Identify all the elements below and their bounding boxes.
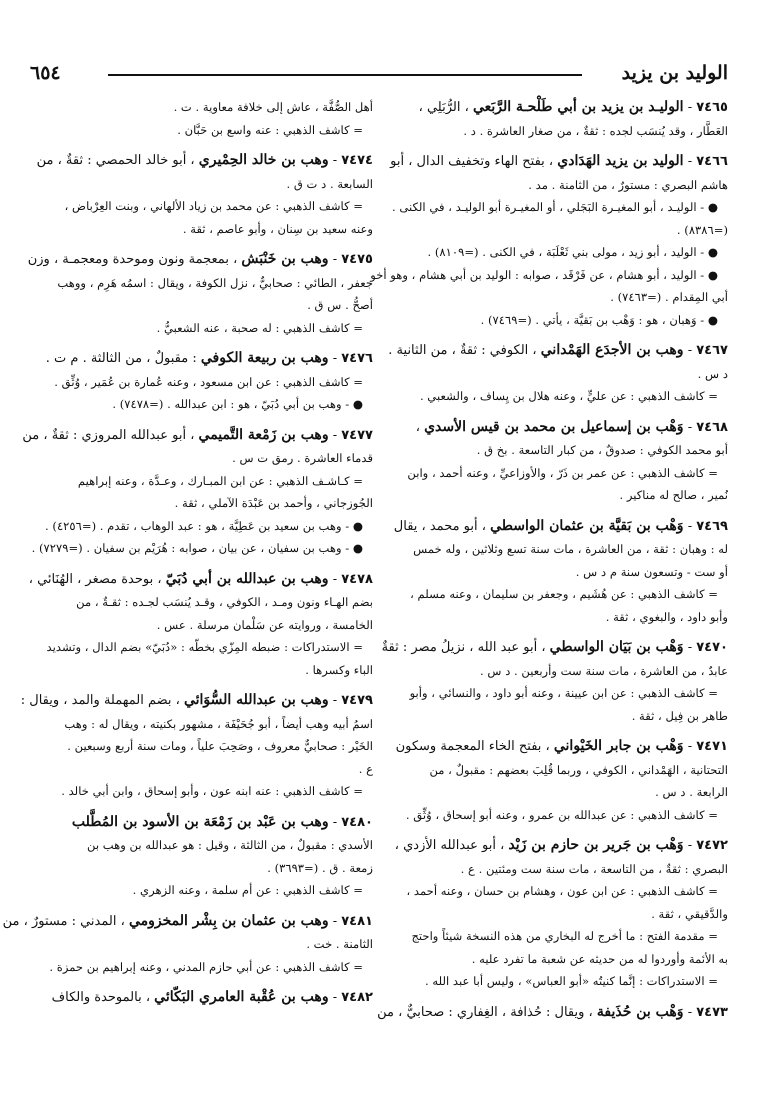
entry-line: ● - الوليد ، أبو زيد ، مولى بني ثَعْلَبَة ، في الكنى . (=٨١٠٩) .: [427, 245, 718, 259]
entry-line: وأبو داود ، والبغوي ، ثقة .: [605, 609, 728, 624]
entry-intro: : مقبولٌ ، من الثالثة . م ت .: [45, 351, 197, 366]
entry-line: = مقدمة الفتح : ما أخرج له البخاري من هذه النسخة شيئاً واحتج: [411, 929, 718, 943]
entry: [385, 96, 728, 142]
entry-number: ٧٤٧٠: [696, 640, 728, 655]
entry-name: الوليد بن يزيد الهَدَادي: [557, 153, 684, 169]
entry-number: ٧٤٦٩: [696, 518, 728, 534]
entry-heading: ٧٤٧٩ - وهب بن عبدالله السُّوَائي ، بضم المهملة والمد ، ويقال :: [20, 692, 373, 708]
entry-name: وهب بن خَنْبَش: [241, 251, 329, 267]
entry-line: ● - وهب بن أبي دُبَيّ ، هو : ابن عبدالله . (=٧٤٧٨) .: [112, 397, 363, 411]
left-column: [2, 96, 373, 1086]
entry-heading: ٧٤٧٣ - وَهْب بن حُذَيفة ، ويقال : حُذافة ، الغِفاري : صحابيٌّ ، من: [377, 1003, 728, 1020]
entry-intro: ،: [415, 419, 420, 435]
entry: [20, 689, 373, 803]
entry-intro: ، أبو محمد ، يقال: [393, 518, 486, 534]
entry-intro: ، أبو عبدالله الأزدي ،: [394, 838, 505, 853]
entry-line: = كاشف الذهبي : عنه ابنه عون ، وأبو إسحاق ، وابن أبي خالد .: [61, 784, 363, 798]
entry-line: = الاستدراكات : إنَّما كنيتُه «أبو العباس» ، وليس أبا عبد الله .: [425, 974, 718, 988]
entry-line: = كاشف الذهبي : عن عبدالله بن عمرو ، وعنه أبو إسحاق ، وُثِّق .: [405, 807, 718, 822]
entry-intro: ، المدني : مستورٌ ، من: [2, 913, 125, 929]
entry-name: وهب بن عثمان بن بِشْر المخزومي: [128, 912, 329, 929]
entry-name: وَهْب بن جابر الخَيْواني: [553, 738, 684, 754]
entry-heading: ٧٤٦٦ - الوليد بن يزيد الهَدَادي ، بفتح الهاء وتخفيف الدال ، أبو: [390, 153, 728, 169]
entry-name: وهب بن عبدالله السُّوَائي: [183, 692, 329, 708]
entry-line: والدَّقيقي ، ثقة .: [651, 906, 728, 921]
entry-line: = كاشف الذهبي : عن أبي حازم المدني ، وعنه إبراهيم بن حمزة .: [49, 959, 363, 974]
entry-intro: ، بالموحدة والكاف: [51, 990, 151, 1005]
entry-name: وَهْب بن بَقيَّة بن عثمان الواسطي: [490, 517, 684, 534]
entry-line: الأسدي : مقبولٌ ، من الثالثة ، وقيل : هو عبدالله بن وهب بن: [87, 838, 373, 852]
entry-line: الخَيْر : صحابيٌّ معروف ، وصَحِبَ علياً ، ومات سنة أربع وسبعين .: [67, 739, 373, 753]
right-column: [370, 96, 728, 1086]
entry-intro: ، أبو عبد الله ، نزيلُ مصر : ثقةٌ: [381, 640, 546, 655]
entry: [30, 96, 373, 141]
entry-intro: ، بمعجمة ونون وموحدة ومعجمـة ، وزن: [27, 252, 238, 267]
entry-number: ٧٤٧٧: [341, 427, 373, 443]
entry-line: ● - وهب بن سعيد بن عَطِيَّة ، هو : عبد الوهاب ، تقدم . (=٤٢٥٦) .: [45, 518, 363, 533]
entry-number: ٧٤٧٤: [341, 153, 373, 168]
entry-line: ع .: [358, 761, 373, 776]
entry-line: نُمير ، صالح له مناكير .: [619, 488, 728, 502]
entry-heading: ٧٤٧٧ - وهب بن زَمْعة التَّميمي ، أبو عبدالله المروزي : ثقةٌ ، من: [22, 426, 373, 443]
entry: [377, 1001, 728, 1025]
header-rule: [108, 74, 582, 76]
entry-name: وهب بن خالد الحِمْيري: [198, 152, 329, 168]
entry: [370, 150, 728, 331]
entry-heading: ٧٤٧٦ - وهب بن ربيعة الكوفي : مقبولٌ ، من الثالثة . م ت .: [45, 350, 373, 366]
entry-heading: ٧٤٦٩ - وَهْب بن بَقيَّة بن عثمان الواسطي ، أبو محمد ، يقال: [393, 517, 728, 534]
entry-heading: ٧٤٧٤ - وهب بن خالد الحِمْيري ، أبو خالد الحمصي : ثقةٌ ، من: [36, 152, 373, 168]
entry-line: جعفر ، الطائي : صحابيٌّ ، نزل الكوفة ، ويقال : اسمُه هَرِم ، ووهب: [57, 275, 373, 290]
entry-line: اسمُ أبيه وهب أيضاً ، أبو جُحَيْفَة ، مشهور بكنيته ، ويقال له : وهب: [64, 716, 373, 731]
entry-line: (=٨٣٨٦) .: [676, 222, 728, 237]
entry-name: وهب بن الأجدَع الهَمْداني: [540, 342, 684, 358]
entry: [385, 515, 728, 629]
entry: [30, 811, 373, 902]
entry-number: ٧٤٨١: [341, 913, 373, 929]
entry-line: ● - وَهبان ، هو : وَهْب بن بَقيَّة ، يأتي . (=٧٤٦٩) .: [480, 312, 718, 327]
entry-intro: ، أبو خالد الحمصي : ثقةٌ ، من: [36, 153, 195, 168]
entry-line: = كاشف الذهبي : عن عليٍّ ، وعنه هلال بن يِساف ، والشعبي .: [419, 389, 718, 403]
entry-line: = كاشف الذهبي : عن هُشَيم ، وجعفر بن سليمان ، وعنه مسلم ،: [410, 587, 718, 601]
running-title: الوليد بن يزيد: [621, 62, 728, 84]
entry-heading: ٧٤٦٨ - وَهْب بن إسماعيل بن محمد بن قيس الأسدي ،: [415, 418, 728, 435]
entry-line: بضم الهـاء ونون ومـد ، الكوفي ، وقـد يُنسَب لجـده : ثقـةٌ ، من: [76, 595, 373, 609]
page-number: ٦٥٤: [30, 62, 61, 84]
entry-name: الوليـد بن يزيد بن أبي طَلْحـة الرَّبَعي: [472, 99, 684, 115]
entry-number: ٧٤٦٧: [696, 343, 728, 358]
entry-heading: ٧٤٦٥ - الوليـد بن يزيد بن أبي طَلْحـة الرَّبَعي ، الرُّبَلِي ،: [418, 99, 728, 115]
entry-number: ٧٤٧٥: [341, 252, 373, 267]
entry-line: أو ست - وتسعون سنة م د س .: [575, 564, 728, 579]
entry-number: ٧٤٨٢: [341, 990, 373, 1005]
entry-line: هاشم البصري : مستورٌ ، من الثامنة . مد .: [528, 177, 728, 192]
entry-line: زمعة . ق . (=٣٦٩٣) .: [267, 860, 373, 875]
entry-line: السابعة . د ت ق .: [286, 176, 373, 191]
entry: [22, 424, 373, 560]
entry-name: وَهْب بن حُذَيفة: [596, 1003, 684, 1020]
entry-line: ● - الوليد ، أبو هشام ، عن فَرْقَد ، صوابه : الوليد بن أبي هشام ، وهو أخو: [370, 267, 718, 282]
entry-line: = كـاشـف الذهبي : عن ابن المبـارك ، وعـدَّة ، وعنه إبراهيم: [77, 473, 363, 488]
entry-intro: ، الرُّبَلِي ،: [418, 100, 469, 115]
entry-intro: ، بفتح الهاء وتخفيف الدال ، أبو: [390, 154, 554, 169]
entry-name: وهب بن ربيعة الكوفي: [200, 350, 329, 366]
entry-name: وهب بن زَمْعة التَّميمي: [198, 426, 329, 443]
entry-name: وَهْب بن إسماعيل بن محمد بن قيس الأسدي: [424, 418, 684, 435]
entry-name: وهب بن عبدالله بن أبي دُبَيّ: [165, 570, 329, 587]
entry-number: ٧٤٧١: [696, 739, 728, 754]
entry: [385, 339, 728, 408]
entry: [2, 910, 373, 979]
entry-name: وَهْب بن جَرير بن حازم بن زَيْد: [508, 837, 684, 853]
entry-line: أبي المِقدام . (=٧٤٦٣) .: [610, 290, 728, 304]
entry-heading: ٧٤٧٨ - وهب بن عبدالله بن أبي دُبَيّ ، بوحدة مصغر ، الهُنَائي ،: [28, 570, 373, 587]
entry-line: = كاشف الذهبي : عنه واسع بن حَبَّان .: [177, 122, 363, 137]
entry-line: = الاستدراكات : ضبطه المِزّي بخطّه : «دُبَيّ» بضم الدال ، وتشديد: [46, 640, 363, 654]
entry-number: ٧٤٧٣: [696, 1004, 728, 1020]
entry: [385, 416, 728, 507]
entry-intro: ، بفتح الخاء المعجمة وسكون: [395, 739, 550, 754]
entry-name: وهب بن عَبْد بن زَمْعَة بن الأسود بن المُطَّلب: [71, 813, 329, 830]
entry: [30, 568, 373, 682]
entry-line: الثامنة . خت .: [306, 937, 373, 951]
entry-number: ٧٤٧٢: [696, 838, 728, 853]
entry-number: ٧٤٧٦: [341, 351, 373, 366]
entry-heading: ٧٤٨٢ - وهب بن عُقْبة العامري البَكّائي ، بالموحدة والكاف: [51, 989, 373, 1005]
entry-heading: ٧٤٧٠ - وَهْب بن بَيَان الواسطي ، أبو عبد الله ، نزيلُ مصر : ثقةٌ: [381, 639, 728, 655]
entry-line: د س .: [697, 366, 728, 381]
entry-heading: ٧٤٧٥ - وهب بن خَنْبَش ، بمعجمة ونون وموحدة ومعجمـة ، وزن: [27, 251, 373, 267]
page-header: [30, 60, 728, 92]
entry-line: = كاشف الذهبي : عن أم سلمة ، وعنه الزهري .: [132, 883, 363, 897]
entry-line: = كاشف الذهبي : عن ابن عيينة ، وعنه أبو داود ، والنسائي ، وأبو: [409, 686, 718, 700]
entry-line: التحتانية ، الهَمْداني ، الكوفي ، وربما قُلِبَ بعضهم : مقبولٌ ، من: [429, 762, 728, 777]
entry: [385, 735, 728, 826]
entry-number: ٧٤٧٩: [341, 693, 373, 708]
entry-intro: ، بضم المهملة والمد ، ويقال :: [20, 693, 180, 708]
entry-line: الجُوزجاني ، وأحمد بن عَبْدَة الآملي ، ثقة .: [174, 496, 373, 510]
entry-line: = كاشف الذهبي : له صحبة ، عنه الشعبيُّ .: [156, 320, 363, 335]
entry-heading: ٧٤٧٢ - وَهْب بن جَرير بن حازم بن زَيْد ، أبو عبدالله الأزدي ،: [394, 837, 728, 853]
entry: [30, 347, 373, 416]
entry-line: البصري : ثقةٌ ، من التاسعة ، مات سنة ست ومئتين . ع .: [460, 861, 728, 876]
entry-number: ٧٤٦٨: [696, 419, 728, 435]
entry-line: أبو محمد الكوفي : صدوقٌ ، من كبار التاسعة . بخ ق .: [476, 443, 728, 457]
entry-line: = كاشف الذهبي : عن عمر بن ذَرّ ، والأوزاعيِّ ، وعنه أحمد ، وابن: [407, 465, 718, 480]
entry-number: ٧٤٨٠: [341, 814, 373, 830]
entry-line: = كاشف الذهبي : عن ابن عون ، وهشام بن حسان ، وعنه أحمد ،: [406, 884, 718, 898]
entry-intro: ، أبو عبدالله المروزي : ثقةٌ ، من: [22, 427, 195, 443]
entry-line: أهل الصُّفَّة ، عاش إلى خلافة معاوية . ت .: [173, 100, 373, 114]
entry-number: ٧٤٦٦: [696, 154, 728, 169]
entry: [385, 834, 728, 993]
entry-heading: ٧٤٧١ - وَهْب بن جابر الخَيْواني ، بفتح الخاء المعجمة وسكون: [395, 738, 728, 754]
entry: [27, 248, 373, 339]
entry-number: ٧٤٦٥: [696, 100, 728, 115]
entry-name: وهب بن عُقْبة العامري البَكّائي: [154, 989, 329, 1005]
entry-line: العَطَّار ، وقد يُنسَب لجده : ثقةٌ ، من صغار العاشرة . د .: [463, 123, 728, 138]
entry: [30, 149, 373, 240]
entry-intro: ، بوحدة مصغر ، الهُنَائي ،: [28, 571, 162, 587]
entry-line: ● - الوليـد ، أبو المغيـرة البَجَلي ، أو المغيـرة أبو الوليـد ، في الكنى .: [391, 200, 718, 214]
entry-line: الخامسة ، وروايته عن سَلْمان مرسلة . عس .: [156, 617, 373, 632]
entry-heading: ٧٤٦٧ - وهب بن الأجدَع الهَمْداني ، الكوفي : ثقةٌ ، من الثانية .: [388, 342, 728, 358]
entry: [381, 636, 728, 727]
entry-heading: ٧٤٨١ - وهب بن عثمان بن بِشْر المخزومي ، المدني : مستورٌ ، من: [2, 912, 373, 929]
entry-line: به الأئمة وأوردوا له من حديثه عن شعبة ما تفرد عليه .: [471, 951, 728, 966]
entry-line: عابدٌ ، من العاشرة ، مات سنة ست وأربعين . د س .: [479, 663, 728, 678]
entry: [30, 986, 373, 1010]
entry-number: ٧٤٧٨: [341, 571, 373, 587]
entry-heading: ٧٤٨٠ - وهب بن عَبْد بن زَمْعَة بن الأسود بن المُطَّلب: [71, 813, 373, 830]
entry-line: = كاشف الذهبي : عن ابن مسعود ، وعنه عُمارة بن عُمَير ، وُثِّق .: [54, 374, 363, 389]
entry-line: طاهر بن فِيل ، ثقة .: [631, 708, 728, 723]
entry-line: ● - وهب بن سفيان ، عن بيان ، صوابه : هُرَيْم بن سفيان . (=٧٢٧٩) .: [31, 541, 363, 555]
entry-line: قدماء العاشرة . رمق ت س .: [232, 451, 373, 465]
entry-name: وَهْب بن بَيَان الواسطي: [549, 639, 684, 655]
entry-intro: ، الكوفي : ثقةٌ ، من الثانية .: [388, 343, 537, 358]
entry-line: الرابعة . د س .: [655, 785, 728, 799]
entry-line: له : وهبان : ثقة ، من العاشرة ، مات سنة تسع وثلاثين ، وله خمس: [413, 542, 728, 556]
entry-line: الباء وكسرها .: [305, 662, 373, 677]
entry-line: أصحُّ . س ق .: [307, 298, 373, 312]
entry-line: وعنه سعيد بن سِنان ، وأبو عاصم ، ثقة .: [182, 221, 373, 236]
entry-intro: ، ويقال : حُذافة ، الغِفاري : صحابيٌّ ، من: [377, 1004, 593, 1020]
entry-line: = كاشف الذهبي : عن محمد بن زياد الألهاني ، وبنت العِرْباض ،: [64, 199, 363, 213]
